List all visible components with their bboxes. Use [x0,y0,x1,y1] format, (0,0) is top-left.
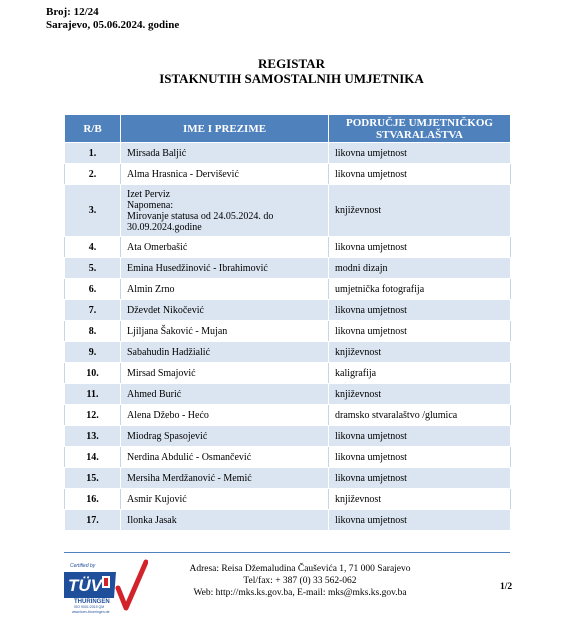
row-area: likovna umjetnost [329,510,511,531]
document-place-date: Sarajevo, 05.06.2024. godine [46,19,180,31]
row-name: Ahmed Burić [121,384,329,405]
row-area: književnost [329,384,511,405]
row-number: 15. [65,468,121,489]
row-name-with-note [121,185,329,237]
table-row [65,510,511,531]
row-name: Emina Husedžinović - Ibrahimović [121,258,329,279]
row-number: 13. [65,426,121,447]
tuv-certification-logo [60,558,148,616]
row-number: 11. [65,384,121,405]
document-number: Broj: 12/24 [46,6,99,18]
table-header-row [65,115,511,143]
column-header-area: PODRUČJE UMJETNIČKOG STVARALAŠTVA [329,115,511,143]
row-area: likovna umjetnost [329,468,511,489]
row-name: Ata Omerbašić [121,237,329,258]
column-header-name: IME I PREZIME [121,115,329,143]
table-row [65,258,511,279]
table-row [65,447,511,468]
row-note-line-2: 30.09.2024.godine [127,221,202,233]
row-area: književnost [329,185,511,237]
footer-phone: Tel/fax: + 387 (0) 33 562-062 [243,576,357,586]
row-name: Ljiljana Šaković - Mujan [121,321,329,342]
row-number: 14. [65,447,121,468]
page-title [0,56,583,86]
document-header [46,6,179,32]
row-number: 2. [65,164,121,185]
table-row [65,489,511,510]
logo-brand-text: TÜV [68,576,102,595]
table-row [65,405,511,426]
row-name: Sabahudin Hadžialić [121,342,329,363]
register-table [64,114,511,531]
footer-web-email: Web: http://mks.ks.gov.ba, E-mail: mks@mks.ks.gov.ba [193,588,407,598]
check-mark-icon [118,562,146,608]
row-name: Mersiha Merdžanović - Memić [121,468,329,489]
logo-region-text: THÜRINGEN [74,599,110,605]
row-number: 3. [65,185,121,237]
row-name: Alena Džebo - Hećo [121,405,329,426]
row-name: Asmir Kujović [121,489,329,510]
row-number: 9. [65,342,121,363]
table-row [65,185,511,237]
row-name: Mirsad Smajović [121,363,329,384]
table-row [65,300,511,321]
row-name: Nerdina Abdulić - Osmančević [121,447,329,468]
row-area: umjetnička fotografija [329,279,511,300]
row-area: književnost [329,342,511,363]
row-area: dramsko stvaralaštvo /glumica [329,405,511,426]
table-row [65,468,511,489]
footer-contact [150,563,450,599]
row-area: likovna umjetnost [329,237,511,258]
table-row [65,426,511,447]
row-number: 12. [65,405,121,426]
row-note-line-1: Mirovanje statusa od 24.05.2024. do [127,210,274,222]
logo-site-text: www.tuev-thueringen.de [72,610,110,614]
row-number: 10. [65,363,121,384]
row-number: 1. [65,143,121,164]
row-number: 5. [65,258,121,279]
row-area: likovna umjetnost [329,300,511,321]
table-row [65,164,511,185]
column-header-rb: R/B [65,115,121,143]
row-note-label: Napomena: [127,199,174,211]
row-name: Dževdet Nikočević [121,300,329,321]
table-row [65,363,511,384]
row-area: kaligrafija [329,363,511,384]
row-number: 7. [65,300,121,321]
row-area: književnost [329,489,511,510]
table-row [65,321,511,342]
row-name: Mirsada Baljić [121,143,329,164]
title-line-2: ISTAKNUTIH SAMOSTALNIH UMJETNIKA [159,71,424,86]
row-number: 8. [65,321,121,342]
footer-address: Adresa: Reisa Džemaludina Čauševića 1, 71 000 Sarajevo [189,564,411,574]
row-name: Ilonka Jasak [121,510,329,531]
row-area: likovna umjetnost [329,321,511,342]
row-number: 16. [65,489,121,510]
row-area: likovna umjetnost [329,426,511,447]
row-name: Alma Hrasnica - Dervišević [121,164,329,185]
footer-divider [64,552,510,553]
row-area: likovna umjetnost [329,164,511,185]
table-row [65,143,511,164]
page-number: 1/2 [500,582,513,592]
table-row [65,342,511,363]
row-number: 4. [65,237,121,258]
row-number: 6. [65,279,121,300]
row-area: likovna umjetnost [329,447,511,468]
row-area: likovna umjetnost [329,143,511,164]
table-row [65,279,511,300]
logo-cert-text: ISO 9001:2015 QM [74,605,105,609]
row-name: Miodrag Spasojević [121,426,329,447]
logo-certified-text: Certified by [70,563,96,569]
table-row [65,384,511,405]
title-line-1: REGISTAR [258,56,325,71]
table-row [65,237,511,258]
row-name: Almin Zrno [121,279,329,300]
row-number: 17. [65,510,121,531]
row-name: Izet Perviz [127,188,171,200]
row-area: modni dizajn [329,258,511,279]
